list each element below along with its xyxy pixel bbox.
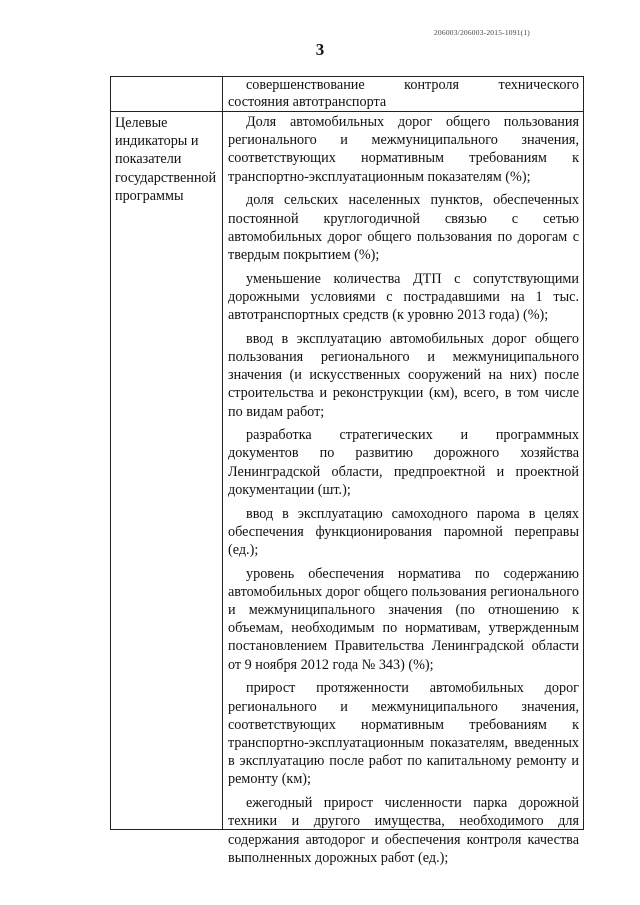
- row-divider: [111, 111, 583, 112]
- indicator-item: ввод в эксплуатацию самоходного парома в целях обеспечения функционирования паромной переправы (ед.);: [228, 505, 579, 558]
- program-table: [110, 76, 584, 866]
- indicators-list: [228, 113, 579, 872]
- indicator-item: ежегодный прирост численности парка дорожной техники и другого имущества, необходимого для содержания автодорог и обеспечения контроля качества выполненных дорожных работ (ед.);: [228, 795, 579, 866]
- indicator-item: прирост протяженности автомобильных дорог регионального и межмуниципального значения, соответствующих нормативным требованиям к транспортно-эксплуатационным показателям, введенных в эксплуатацию после работ по капитальному ремонту и ремонту (км);: [228, 680, 579, 788]
- top-cell-line-1: совершенствование контроля технического: [246, 77, 579, 93]
- indicator-item: уменьшение количества ДТП с сопутствующими дорожными условиями с пострадавшими на 1 тыс. автотранспортных средств (к уровню 2013 года) (%);: [228, 270, 579, 324]
- page-number: 3: [315, 40, 325, 59]
- indicator-item: доля сельских населенных пунктов, обеспеченных постоянной круглогодичной связью с сетью автомобильных дорог общего пользования по дорогам с твердым покрытием (%);: [228, 192, 579, 263]
- top-cell-line-2: состояния автотранспорта: [228, 93, 387, 110]
- indicator-item: разработка стратегических и программных документов по развитию дорожного хозяйства Ленинградской области, предпроектной и проектной документации (шт.);: [228, 427, 579, 498]
- column-divider: [222, 77, 223, 829]
- indicator-item: ввод в эксплуатацию автомобильных дорог общего пользования регионального и межмуниципального значения (и искусственных сооружений на них) после строительства и реконструкции (км), всего, в том числе по видам работ;: [228, 330, 579, 420]
- indicator-item: уровень обеспечения норматива по содержанию автомобильных дорог общего пользования регионального и межмуниципального значения (по отношению к объемам, необходимым по нормативам, утвержденным постановлением Правительства Ленинградской области от 9 ноября 2012 года № 343) (%);: [228, 565, 579, 673]
- document-id: 206003/206003-2015-1091(1): [433, 28, 530, 37]
- top-right-cell: [228, 77, 579, 110]
- indicators-label: Целевые индикаторы и показатели государственной программы: [115, 115, 217, 204]
- indicator-item: Доля автомобильных дорог общего пользования регионального и межмуниципального значения, соответствующих нормативным требованиям к транспортно-эксплуатационным показателям (%);: [228, 114, 579, 185]
